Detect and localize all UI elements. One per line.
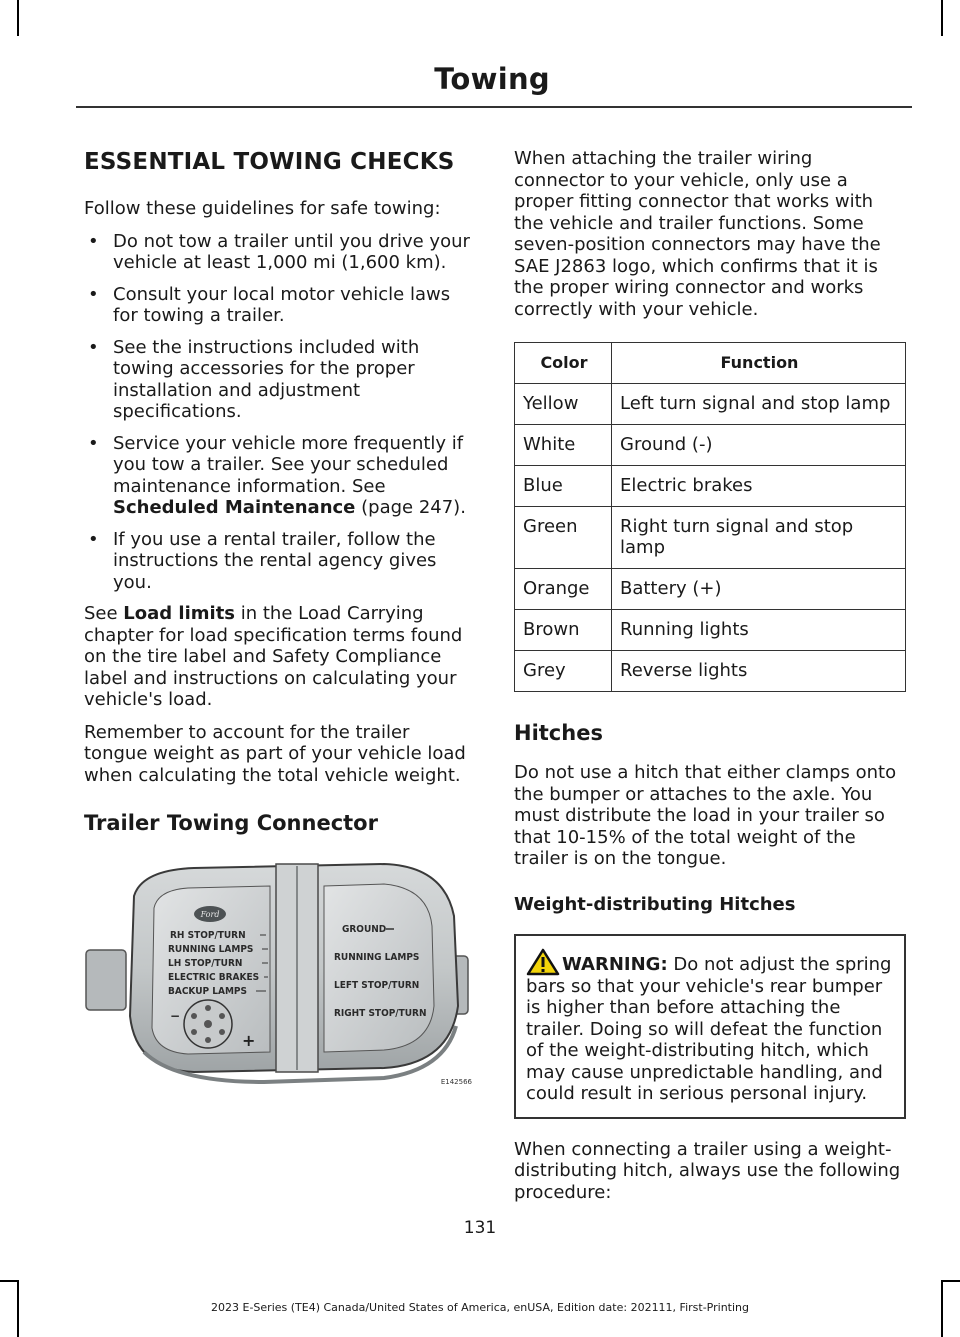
hitches-heading: Hitches — [514, 721, 603, 745]
function-cell: Battery (+) — [612, 569, 906, 610]
load-text-post: in the Load Carrying chapter for load specification terms found on the tire label and Safety Compliance label and instructions on calculating your vehicle's load. — [84, 603, 463, 710]
function-cell: Electric brakes — [612, 466, 906, 507]
intro-text: Follow these guidelines for safe towing: — [84, 198, 441, 219]
label-left-stop-turn: LEFT STOP/TURN — [334, 980, 420, 991]
header-divider — [76, 106, 912, 108]
list-item — [84, 433, 476, 519]
table-row — [515, 569, 906, 610]
connector-paragraph: When attaching the trailer wiring connector to your vehicle, only use a proper fitting connector that works with the vehicle and trailer functions. Some seven-position connectors may have the SAE J2863 logo, which confirms that it is the proper wiring connector and works correctly with your vehicle. — [514, 148, 881, 320]
plus-sign: + — [242, 1031, 256, 1050]
scheduled-maintenance-link[interactable]: Scheduled Maintenance — [113, 497, 356, 518]
color-cell: White — [515, 425, 612, 466]
label-ground: GROUND — [342, 924, 387, 935]
guideline-list — [84, 231, 476, 594]
label-running-lamps-left: RUNNING LAMPS — [168, 944, 254, 955]
wiring-color-table — [514, 342, 906, 692]
label-running-lamps-right: RUNNING LAMPS — [334, 952, 420, 963]
pin — [219, 1029, 225, 1035]
service-text-pre: Service your vehicle more frequently if you tow a trailer. See your scheduled maintenance information. See — [113, 432, 464, 497]
list-item: • Consult your local motor vehicle laws for towing a trailer. — [84, 284, 476, 327]
procedure-paragraph: When connecting a trailer using a weight-distributing hitch, always use the following procedure: — [514, 1138, 901, 1203]
list-item: • If you use a rental trailer, follow the instructions the rental agency gives you. — [84, 529, 476, 594]
function-cell: Ground (-) — [612, 425, 906, 466]
warning-triangle-icon — [526, 948, 560, 976]
left-column — [84, 148, 476, 1088]
right-panel — [324, 884, 434, 1052]
section-heading: ESSENTIAL TOWING CHECKS — [84, 149, 455, 175]
pin-center — [204, 1020, 212, 1028]
ford-logo-text: Ford — [200, 910, 220, 919]
table-row — [515, 651, 906, 692]
warning-box — [514, 934, 906, 1119]
tongue-weight-paragraph: Remember to account for the trailer tongue weight as part of your vehicle load when calculating the total vehicle weight. — [84, 721, 466, 786]
pin — [191, 1029, 197, 1035]
label-electric-brakes: ELECTRIC BRAKES — [168, 972, 260, 983]
table-row — [515, 610, 906, 651]
crop-mark-br-h — [943, 1280, 960, 1282]
table-row — [515, 507, 906, 569]
warning-label: WARNING: — [562, 953, 668, 975]
list-item: • See the instructions included with towing accessories for the proper installation and adjustment specifications. — [84, 337, 476, 423]
edition-footer: 2023 E-Series (TE4) Canada/United States of America, enUSA, Edition date: 202111, First-Printing — [211, 1301, 749, 1314]
page-title: Towing — [434, 62, 550, 96]
pin — [191, 1013, 197, 1019]
page-number: 131 — [463, 1218, 497, 1238]
table-row — [515, 425, 906, 466]
crop-mark-tl-v — [17, 0, 19, 36]
crop-mark-bl-h — [0, 1280, 17, 1282]
crop-mark-tr-v — [941, 0, 943, 36]
hitches-paragraph: Do not use a hitch that either clamps onto the bumper or attaches to the axle. You must distribute the load in your trailer so that 10-15% of the total weight of the trailer is on the tongue. — [514, 762, 897, 869]
label-right-stop-turn: RIGHT STOP/TURN — [334, 1008, 427, 1019]
list-item: • Do not tow a trailer until you drive your vehicle at least 1,000 mi (1,600 km). — [84, 231, 476, 274]
function-cell: Left turn signal and stop lamp — [612, 384, 906, 425]
color-cell: Orange — [515, 569, 612, 610]
load-limits-link[interactable]: Load limits — [123, 603, 236, 624]
table-header-row — [515, 343, 906, 384]
column-header: Color — [515, 343, 612, 384]
color-cell: Green — [515, 507, 612, 569]
image-code: E142566 — [440, 1078, 472, 1086]
table-row — [515, 466, 906, 507]
load-text-pre: See — [84, 603, 124, 624]
right-column — [514, 148, 906, 1214]
mount-tab-left — [86, 950, 126, 1010]
service-text-post: (page 247). — [355, 497, 466, 518]
column-header: Function — [612, 343, 906, 384]
color-cell: Yellow — [515, 384, 612, 425]
table-row — [515, 384, 906, 425]
load-limits-paragraph — [84, 603, 476, 711]
color-cell: Grey — [515, 651, 612, 692]
label-rh-stop-turn: RH STOP/TURN — [170, 930, 246, 941]
pin — [219, 1013, 225, 1019]
function-cell: Reverse lights — [612, 651, 906, 692]
pin — [205, 1037, 211, 1043]
warning-text: Do not adjust the spring bars so that your vehicle's rear bumper is higher than before attaching the trailer. Doing so will defeat the function of the weight-distributing hitch, which may cause unpredictable handling, and could result in serious personal injury. — [526, 953, 892, 1104]
minus-sign: − — [170, 1009, 181, 1023]
trailer-connector-illustration — [84, 856, 476, 1088]
color-cell: Blue — [515, 466, 612, 507]
label-lh-stop-turn: LH STOP/TURN — [168, 958, 243, 969]
function-cell: Right turn signal and stop lamp — [612, 507, 906, 569]
function-cell: Running lights — [612, 610, 906, 651]
connector-heading: Trailer Towing Connector — [84, 811, 378, 835]
pin — [205, 1005, 211, 1011]
color-cell: Brown — [515, 610, 612, 651]
weight-distributing-heading: Weight-distributing Hitches — [514, 893, 796, 915]
label-backup-lamps: BACKUP LAMPS — [168, 986, 247, 997]
